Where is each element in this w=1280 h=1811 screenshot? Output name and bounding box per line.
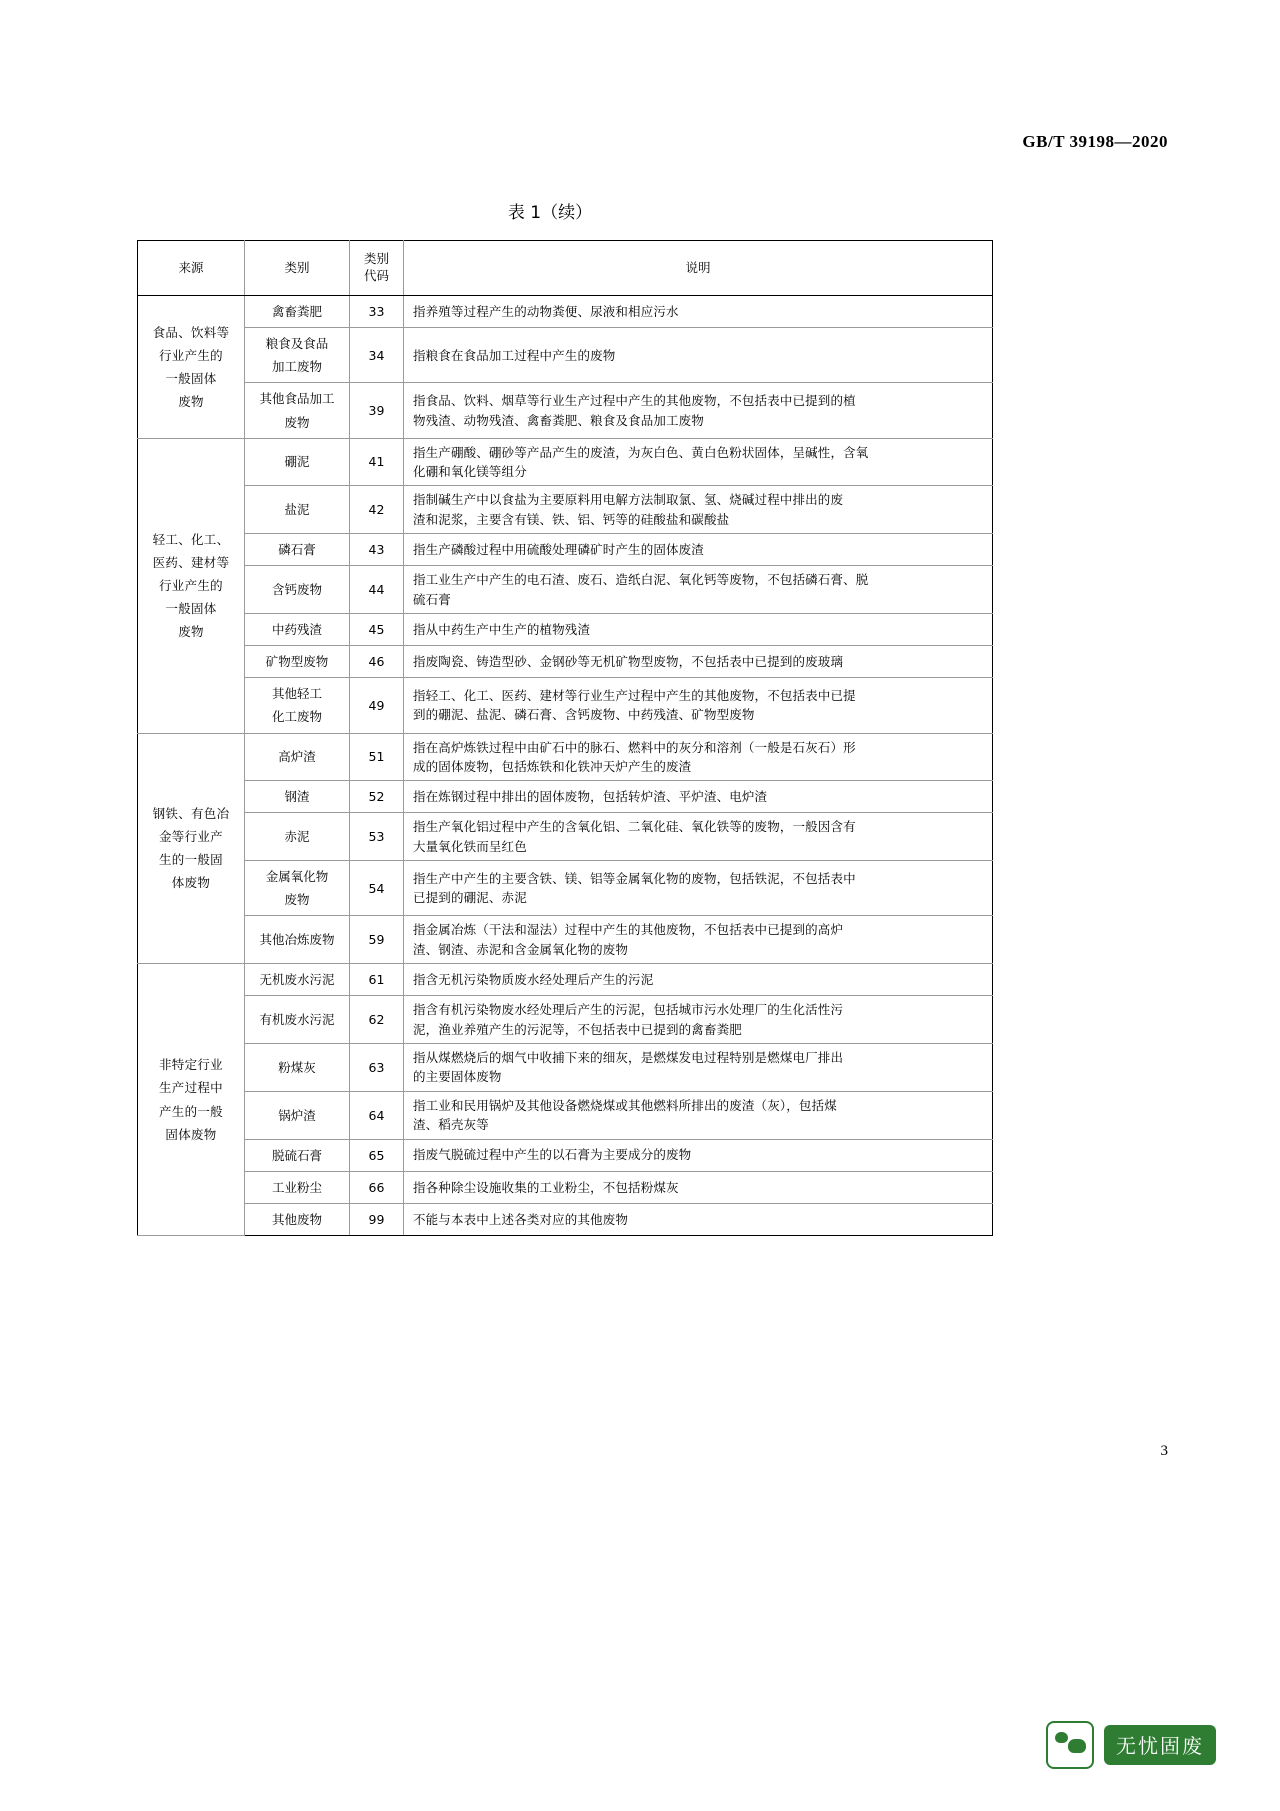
waste-category-table [137, 240, 993, 1236]
cell-source-line: 行业产生的 [158, 347, 223, 363]
cell-category-code: 39 [350, 383, 404, 438]
cell-category-code: 34 [350, 328, 404, 383]
cell-description [404, 1044, 993, 1092]
cell-category [245, 296, 350, 328]
cell-description [404, 733, 993, 781]
cell-description [404, 566, 993, 614]
table-row [138, 1171, 993, 1203]
cell-description-line: 指从中药生产中生产的植物残渣 [413, 621, 591, 637]
cell-description-line: 指生产硼酸、硼砂等产品产生的废渣，为灰白色、黄白色粉状固体，呈碱性，含氧 [413, 444, 869, 460]
cell-category [245, 781, 350, 813]
table-row [138, 996, 993, 1044]
cell-description-line: 指生产中产生的主要含铁、镁、铝等金属氧化物的废物，包括铁泥，不包括表中 [413, 870, 856, 886]
cell-description [404, 861, 993, 916]
cell-description [404, 964, 993, 996]
cell-category-code: 62 [350, 996, 404, 1044]
cell-description [404, 383, 993, 438]
cell-category-line: 矿物型废物 [265, 654, 329, 670]
cell-description-line: 大量氧化铁而呈红色 [413, 838, 527, 854]
cell-category [245, 328, 350, 383]
cell-category-line: 金属氧化物 [265, 869, 329, 885]
cell-source-line: 废物 [178, 393, 204, 409]
cell-category-line: 粉煤灰 [278, 1059, 316, 1075]
cell-category-line: 有机废水污泥 [259, 1012, 335, 1028]
watermark-label: 无忧固废 [1104, 1725, 1216, 1765]
cell-description [404, 438, 993, 486]
cell-source-line: 生的一般固 [158, 852, 223, 868]
table-row [138, 646, 993, 678]
cell-category [245, 1171, 350, 1203]
table-row [138, 678, 993, 733]
column-header-category: 类别 [245, 241, 350, 296]
table-row [138, 733, 993, 781]
cell-description-line: 指含有机污染物废水经处理后产生的污泥，包括城市污水处理厂的生化活性污 [413, 1002, 844, 1018]
cell-category [245, 1044, 350, 1092]
table-header [138, 241, 993, 296]
cell-category-code: 41 [350, 438, 404, 486]
cell-description [404, 328, 993, 383]
cell-category-code: 43 [350, 534, 404, 566]
cell-description-line: 到的硼泥、盐泥、磷石膏、含钙废物、中药残渣、矿物型废物 [413, 707, 755, 723]
cell-category [245, 996, 350, 1044]
cell-category-line: 硼泥 [284, 454, 310, 470]
table-row [138, 1044, 993, 1092]
cell-category-code: 33 [350, 296, 404, 328]
cell-description-line: 已提到的硼泥、赤泥 [413, 890, 527, 906]
cell-category [245, 1139, 350, 1171]
cell-category-code: 46 [350, 646, 404, 678]
cell-category-code: 54 [350, 861, 404, 916]
cell-category-line: 磷石膏 [278, 542, 316, 558]
cell-category-code: 53 [350, 813, 404, 861]
cell-description [404, 996, 993, 1044]
cell-category-code: 49 [350, 678, 404, 733]
wechat-icon [1046, 1721, 1094, 1769]
running-header-standard-number: GB/T 39198—2020 [1022, 132, 1168, 151]
watermark [1046, 1721, 1216, 1769]
table-row [138, 296, 993, 328]
cell-description-line: 成的固体废物，包括炼铁和化铁冲天炉产生的废渣 [413, 758, 692, 774]
cell-category [245, 813, 350, 861]
cell-source-line: 钢铁、有色冶 [152, 806, 230, 822]
cell-category [245, 678, 350, 733]
cell-description-line: 指生产磷酸过程中用硫酸处理磷矿时产生的固体废渣 [413, 542, 704, 557]
cell-description-line: 物残渣、动物残渣、禽畜粪肥、粮食及食品加工废物 [413, 412, 704, 428]
cell-category-code: 45 [350, 614, 404, 646]
cell-description-line: 化硼和氧化镁等组分 [413, 464, 527, 479]
cell-source-line: 非特定行业 [158, 1057, 223, 1073]
table-row [138, 1203, 993, 1235]
cell-category [245, 566, 350, 614]
table-caption: 表 1（续） [507, 203, 593, 223]
cell-category-code: 59 [350, 916, 404, 964]
cell-description-line: 泥，渔业养殖产生的污泥等，不包括表中已提到的禽畜粪肥 [413, 1021, 742, 1037]
cell-category [245, 861, 350, 916]
cell-category [245, 486, 350, 534]
cell-source [138, 438, 245, 733]
cell-description-line: 的主要固体废物 [413, 1069, 502, 1085]
cell-description [404, 1139, 993, 1171]
cell-category-code: 66 [350, 1171, 404, 1203]
cell-description-line: 指各种除尘设施收集的工业粉尘，不包括粉煤灰 [413, 1179, 679, 1195]
cell-category-line: 粮食及食品 [265, 336, 329, 352]
cell-description-line: 指工业和民用锅炉及其他设备燃烧煤或其他燃料所排出的废渣（灰），包括煤 [413, 1097, 837, 1113]
cell-description [404, 646, 993, 678]
cell-category-code: 52 [350, 781, 404, 813]
cell-category [245, 1091, 350, 1139]
table-row [138, 1091, 993, 1139]
cell-description [404, 486, 993, 534]
cell-description-line: 渣、稻壳灰等 [413, 1117, 489, 1133]
cell-category-line: 高炉渣 [278, 749, 316, 765]
cell-category [245, 733, 350, 781]
cell-source-line: 食品、饮料等 [152, 324, 230, 340]
cell-source-line: 医药、建材等 [152, 554, 230, 570]
cell-category-line: 钢渣 [284, 789, 310, 805]
cell-description [404, 916, 993, 964]
page-number: 3 [1160, 1443, 1168, 1459]
cell-description-line: 指含无机污染物质废水经处理后产生的污泥 [413, 972, 654, 987]
cell-description-line: 指养殖等过程产生的动物粪便、尿液和相应污水 [413, 303, 679, 319]
cell-category [245, 614, 350, 646]
table-row [138, 1139, 993, 1171]
cell-category-line: 锅炉渣 [278, 1107, 316, 1123]
cell-description-line: 指从煤燃烧后的烟气中收捕下来的细灰，是燃煤发电过程特别是燃煤电厂排出 [413, 1050, 844, 1065]
cell-source-line: 轻工、化工、 [152, 531, 230, 547]
table-row [138, 328, 993, 383]
table-row [138, 861, 993, 916]
cell-category-line: 其他轻工 [271, 686, 322, 702]
cell-category-line: 脱硫石膏 [271, 1147, 322, 1163]
cell-category [245, 916, 350, 964]
cell-description-line: 指制碱生产中以食盐为主要原料用电解方法制取氯、氢、烧碱过程中排出的废 [413, 492, 844, 508]
cell-category-line: 工业粉尘 [271, 1179, 322, 1195]
cell-source [138, 733, 245, 964]
table-row [138, 964, 993, 996]
cell-source-line: 行业产生的 [158, 578, 223, 593]
cell-description [404, 614, 993, 646]
cell-description-line: 指金属冶炼（干法和湿法）过程中产生的其他废物，不包括表中已提到的高炉 [413, 922, 844, 938]
table-container [137, 240, 992, 1236]
cell-description-line: 不能与本表中上述各类对应的其他废物 [413, 1211, 629, 1227]
table-header-row [138, 241, 993, 296]
cell-source-line: 体废物 [171, 875, 211, 891]
cell-category-line: 含钙废物 [271, 582, 322, 598]
cell-description [404, 534, 993, 566]
cell-description-line: 指废气脱硫过程中产生的以石膏为主要成分的废物 [413, 1147, 692, 1163]
cell-description [404, 781, 993, 813]
cell-description [404, 1091, 993, 1139]
cell-category-line: 其他废物 [271, 1211, 322, 1227]
column-header-category-code-line2: 代码 [363, 268, 389, 283]
cell-description-line: 硫石膏 [413, 591, 451, 607]
table-row [138, 781, 993, 813]
column-header-source: 来源 [138, 241, 245, 296]
column-header-category-code [350, 241, 404, 296]
cell-description [404, 296, 993, 328]
table-row [138, 916, 993, 964]
cell-category-line: 废物 [284, 892, 310, 908]
cell-source [138, 964, 245, 1236]
cell-description-line: 指工业生产中产生的电石渣、废石、造纸白泥、氧化钙等废物，不包括磷石膏、脱 [413, 572, 869, 588]
cell-category-line: 化工废物 [271, 709, 322, 725]
cell-category-code: 63 [350, 1044, 404, 1092]
cell-description-line: 指在炼钢过程中排出的固体废物，包括转炉渣、平炉渣、电炉渣 [413, 789, 768, 805]
cell-source-line: 废物 [178, 624, 204, 640]
cell-description [404, 1203, 993, 1235]
cell-category-line: 其他冶炼废物 [259, 932, 335, 948]
cell-description [404, 1171, 993, 1203]
cell-category-code: 51 [350, 733, 404, 781]
cell-description [404, 678, 993, 733]
cell-category [245, 646, 350, 678]
cell-category-line: 盐泥 [284, 502, 310, 518]
cell-description-line: 指生产氧化铝过程中产生的含氧化铝、二氧化硅、氧化铁等的废物，一般因含有 [413, 819, 856, 835]
table-body [138, 296, 993, 1236]
cell-description [404, 813, 993, 861]
cell-description-line: 渣和泥浆，主要含有镁、铁、铝、钙等的硅酸盐和碳酸盐 [413, 511, 730, 527]
cell-description-line: 指粮食在食品加工过程中产生的废物 [413, 347, 616, 363]
cell-source-line: 一般固体 [165, 370, 217, 386]
cell-category [245, 383, 350, 438]
table-row [138, 383, 993, 438]
cell-category-line: 无机废水污泥 [259, 972, 335, 988]
cell-category-code: 99 [350, 1203, 404, 1235]
cell-source-line: 固体废物 [165, 1126, 217, 1142]
cell-category-line: 中药残渣 [271, 622, 322, 637]
table-row [138, 813, 993, 861]
table-row [138, 486, 993, 534]
cell-category-code: 64 [350, 1091, 404, 1139]
cell-description-line: 指食品、饮料、烟草等行业生产过程中产生的其他废物，不包括表中已提到的植 [413, 393, 856, 409]
table-row [138, 566, 993, 614]
column-header-category-code-line1: 类别 [363, 251, 389, 267]
cell-source-line: 产生的一般 [158, 1103, 223, 1119]
cell-category-line: 赤泥 [284, 829, 310, 845]
cell-category-code: 61 [350, 964, 404, 996]
column-header-description: 说明 [404, 241, 993, 296]
cell-category-line: 其他食品加工 [259, 391, 335, 407]
cell-category-code: 42 [350, 486, 404, 534]
table-row [138, 534, 993, 566]
cell-category [245, 1203, 350, 1235]
table-row [138, 438, 993, 486]
cell-source [138, 296, 245, 439]
cell-source-line: 金等行业产 [158, 829, 223, 845]
cell-category-line: 加工废物 [271, 359, 322, 375]
cell-description-line: 指废陶瓷、铸造型砂、金钢砂等无机矿物型废物，不包括表中已提到的废玻璃 [413, 654, 844, 669]
cell-category-line: 禽畜粪肥 [271, 304, 322, 319]
cell-category [245, 534, 350, 566]
cell-category-code: 44 [350, 566, 404, 614]
table-row [138, 614, 993, 646]
cell-category [245, 438, 350, 486]
cell-description-line: 渣、钢渣、赤泥和含金属氧化物的废物 [413, 941, 629, 957]
cell-description-line: 指在高炉炼铁过程中由矿石中的脉石、燃料中的灰分和溶剂（一般是石灰石）形 [413, 739, 856, 755]
cell-description-line: 指轻工、化工、医药、建材等行业生产过程中产生的其他废物，不包括表中已提 [413, 688, 856, 703]
cell-category-line: 废物 [284, 414, 310, 430]
cell-source-line: 一般固体 [165, 601, 217, 617]
cell-category [245, 964, 350, 996]
cell-source-line: 生产过程中 [158, 1080, 223, 1096]
cell-category-code: 65 [350, 1139, 404, 1171]
